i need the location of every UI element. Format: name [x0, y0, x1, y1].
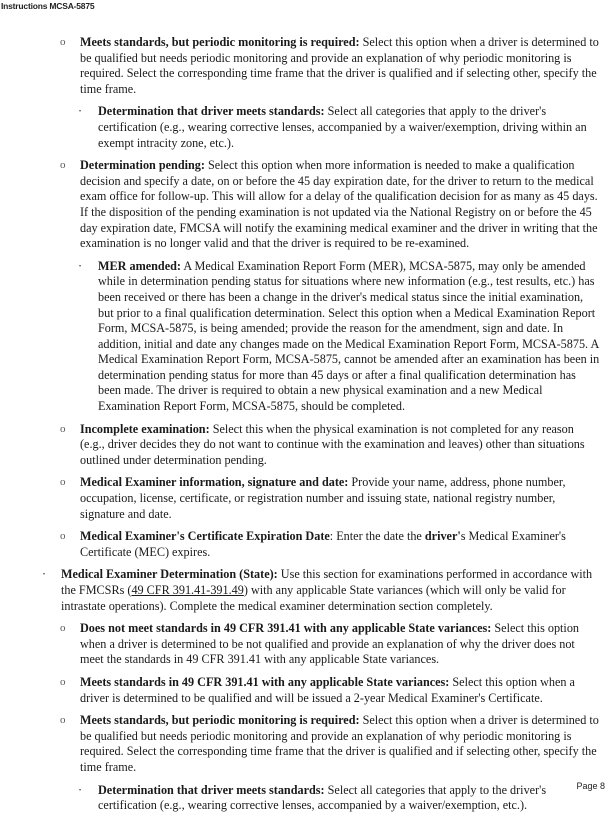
item-text: ) with any applicable State variances (which will only be valid for intrastate operations). Complete the medical examiner determination section completely.	[61, 583, 566, 613]
dot-bullet-icon: ·	[42, 567, 47, 582]
item-text: Select this option when a driver is determined to be not qualified and provide an explanation of why the driver does not meet the standards in 49 CFR 391.41 with any applicable State variances.	[80, 621, 580, 667]
hollow-circle-bullet-icon: o	[60, 714, 66, 727]
item-heading: Meets standards, but periodic monitoring is required:	[80, 713, 360, 728]
list-item-certificate-expiration-date	[0, 529, 600, 560]
item-heading: Meets standards, but periodic monitoring is required:	[80, 35, 360, 49]
list-item-medical-examiner-info	[0, 475, 600, 522]
item-text: Select this option when a driver is determined to be qualified but needs periodic monitoring and provide an explanation of why periodic monitoring is required. Select the corresponding time frame that the driver is qualified and if selecting other, specify the time frame.	[80, 35, 599, 96]
item-heading: Medical Examiner information, signature and date:	[80, 475, 349, 490]
item-heading: MER amended:	[98, 258, 181, 273]
list-item-determination-meets-standards-federal	[0, 104, 600, 151]
hollow-circle-bullet-icon: o	[60, 36, 66, 48]
item-text: Provide your name, address, phone number, occupation, license, certificate, or registration number and issuing state, national registry number, signature and date.	[80, 475, 566, 521]
list-item-medical-examiner-determination-state	[0, 567, 599, 614]
hollow-circle-bullet-icon: o	[60, 159, 66, 172]
item-emphasis: driver'	[424, 529, 461, 544]
item-heading: Determination that driver meets standards:	[98, 782, 325, 797]
list-item-determination-pending	[0, 158, 600, 252]
item-heading: Incomplete examination:	[80, 421, 210, 436]
hollow-circle-bullet-icon: o	[60, 530, 66, 543]
list-item-incomplete-examination	[0, 422, 600, 469]
item-text: Select all categories that apply to the driver's certification (e.g., wearing corrective lenses, accompanied by a waiver/exemption, etc.).	[98, 782, 547, 813]
list-item-meets-standards-state	[0, 675, 600, 706]
list-item-determination-meets-standards-state	[0, 783, 600, 814]
item-text: Select all categories that apply to the driver's certification (e.g., wearing corrective lenses, accompanied by a waiver/exemption, driving within an exempt intracity zone, etc.).	[98, 104, 587, 150]
list-item-periodic-monitoring-federal	[0, 35, 600, 97]
hollow-circle-bullet-icon: o	[60, 422, 66, 435]
cfr-link[interactable]: 49 CFR 391.41-391.49	[131, 583, 244, 597]
hollow-circle-bullet-icon: o	[60, 476, 66, 489]
item-heading: Meets standards in 49 CFR 391.41 with any applicable State variances:	[80, 674, 450, 689]
item-text: Use this section for examinations performed in accordance with the FMCSRs (	[61, 567, 593, 597]
item-text: Select this option when more information is needed to make a qualification decision and specify a date, on or before the 45 day expiration date, for the driver to return to the medical exam office for follow-up. This will allow for a delay of the qualification decision for as many as 45 days. If the disposition of the pending examination is not updated via the National Registry on or before the 45 day expiration date, FMCSA will notify the examining medical examiner and the driver in writing that the examination is no longer valid and that the driver is required to be re-examined.	[80, 158, 598, 251]
item-text: Select this when the physical examination is not completed for any reason (e.g., driver decides they do not want to continue with the examination and leaves) other than situations outlined under determination pending.	[80, 421, 585, 467]
item-heading: Medical Examiner Determination (State):	[61, 567, 278, 582]
document-header: Instructions MCSA-5875	[1, 1, 95, 11]
dot-bullet-icon: ·	[78, 258, 83, 273]
dot-bullet-icon: ·	[78, 104, 83, 119]
hollow-circle-bullet-icon: o	[60, 622, 66, 635]
item-heading: Determination pending:	[80, 158, 205, 173]
item-text: Select this option when a driver is determined to be qualified but needs periodic monitoring and provide an explanation of why periodic monitoring is required. Select the corresponding time frame that the driver is qualified and if selecting other, specify the time frame.	[80, 713, 599, 774]
instructions-content	[0, 35, 610, 821]
item-heading: Determination that driver meets standards:	[98, 104, 325, 119]
hollow-circle-bullet-icon: o	[60, 675, 66, 688]
item-text: s Medical Examiner's Certificate (MEC) expires.	[80, 529, 566, 559]
list-item-does-not-meet-standards-state	[0, 621, 600, 668]
dot-bullet-icon: ·	[78, 782, 83, 797]
item-text: : Enter the date the	[329, 529, 425, 544]
item-heading: Does not meet standards in 49 CFR 391.41 with any applicable State variances:	[80, 621, 492, 636]
list-item-mer-amended	[0, 259, 600, 415]
page-number: Page 8	[576, 781, 605, 791]
item-heading: Medical Examiner's Certificate Expiration Date	[80, 529, 330, 544]
list-item-periodic-monitoring-state	[0, 713, 600, 775]
item-text: A Medical Examination Report Form (MER), MCSA-5875, may only be amended while in determination pending status for situations where new information (e.g., test results, etc.) has been received or there has been a change in the driver's medical status since the initial examination, but prior to a final qualification determination. Select this option when a Medical Examination Report Form, MCSA-5875, is being amended; provide the reason for the amendment, sign and date. In addition, initial and date any changes made on the Medical Examination Report Form, MCSA-5875. A Medical Examination Report Form, MCSA-5875, cannot be amended after an examination has been in determination pending status for more than 45 days or after a final qualification determination has been made. The driver is required to obtain a new physical examination and a new Medical Examination Report Form, MCSA-5875, should be completed.	[98, 258, 600, 414]
item-text: Select this option when a driver is determined to be qualified and will be issued a 2-year Medical Examiner's Certificate.	[80, 674, 575, 705]
